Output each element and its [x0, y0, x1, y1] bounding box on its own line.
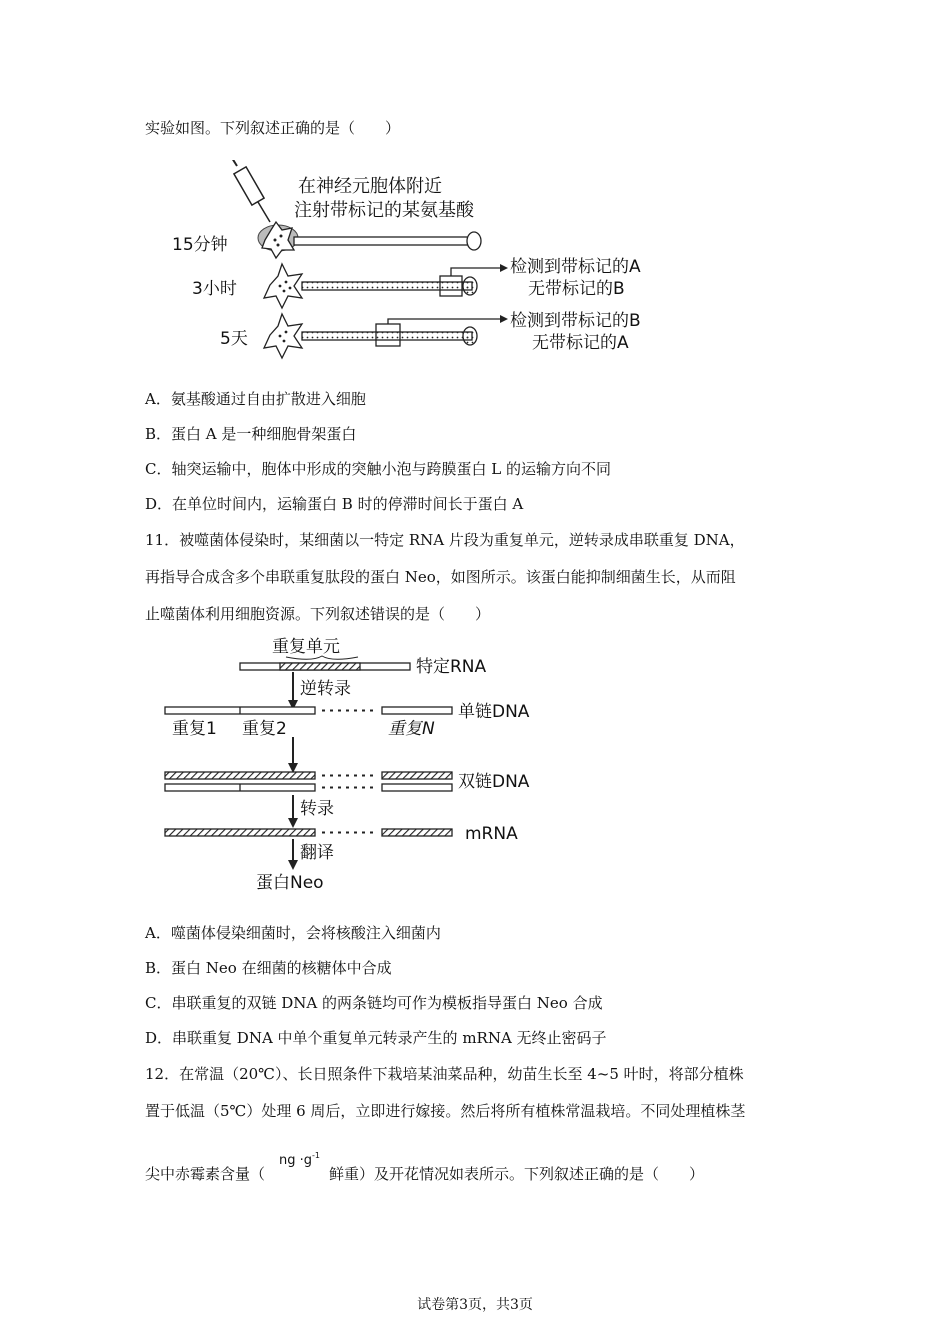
neuron-15min	[258, 222, 481, 258]
time-label-5d: 5天	[220, 329, 248, 349]
translation-label: 翻译	[300, 843, 334, 863]
mrna-label: mRNA	[465, 824, 518, 844]
result-5d-line1: 检测到带标记的B	[510, 311, 641, 331]
q12-stem-line1: 12．在常温（20℃）、长日照条件下栽培某油菜品种，幼苗生长至 4~5 叶时，将部分植株	[145, 1065, 744, 1083]
neuron-5d	[264, 314, 508, 358]
transcription-label: 转录	[300, 799, 334, 819]
q12-unit: ng $\cdot g^{-1}$	[279, 1151, 320, 1168]
neuron-transport-figure	[170, 160, 730, 360]
q11-option-b: B．蛋白 Neo 在细菌的核糖体中合成	[145, 959, 392, 977]
q10-stem-tail: 实验如图。下列叙述正确的是（ ）	[145, 119, 401, 137]
q12-stem-line2: 置于低温（5℃）处理 6 周后，立即进行嫁接。然后将所有植株常温栽培。不同处理植株茎	[145, 1102, 746, 1120]
result-5d-line2: 无带标记的A	[532, 333, 629, 353]
q12-stem-line3-start: 尖中赤霉素含量（	[145, 1165, 266, 1183]
inject-label-2: 注射带标记的某氨基酸	[294, 200, 474, 221]
inject-label-1: 在神经元胞体附近	[298, 176, 442, 197]
q12-stem-line3-end: 鲜重）及开花情况如表所示。下列叙述正确的是（ ）	[329, 1165, 705, 1183]
time-label-15min: 15分钟	[172, 235, 228, 255]
result-3h-line1: 检测到带标记的A	[510, 257, 641, 277]
repeatN-label: 重复N	[388, 719, 435, 739]
q11-option-d: D．串联重复 DNA 中单个重复单元转录产生的 mRNA 无终止密码子	[145, 1029, 607, 1047]
q11-option-c: C．串联重复的双链 DNA 的两条链均可作为模板指导蛋白 Neo 合成	[145, 994, 603, 1012]
ssdna-label: 单链DNA	[458, 702, 530, 722]
neuron-3h	[264, 264, 508, 308]
reverse-transcription-label: 逆转录	[300, 679, 351, 699]
q11-option-a: A．噬菌体侵染细菌时，会将核酸注入细菌内	[145, 924, 441, 942]
q10-option-a: A．氨基酸通过自由扩散进入细胞	[145, 390, 366, 408]
repeat-unit-label: 重复单元	[272, 637, 340, 657]
protein-neo-label: 蛋白Neo	[256, 873, 324, 893]
q10-option-d: D．在单位时间内，运输蛋白 B 时的停滞时间长于蛋白 A	[145, 495, 524, 513]
syringe-icon	[232, 160, 270, 222]
repeat2-label: 重复2	[242, 719, 287, 739]
page-footer: 试卷第3页，共3页	[417, 1297, 533, 1313]
rna-label: 特定RNA	[416, 657, 487, 677]
neo-pathway-figure	[160, 632, 580, 896]
time-label-3h: 3小时	[192, 279, 237, 299]
q11-stem-line2: 再指导合成含多个串联重复肽段的蛋白 Neo，如图所示。该蛋白能抑制细菌生长，从而阻	[145, 568, 736, 586]
result-3h-line2: 无带标记的B	[528, 279, 625, 299]
q10-option-c: C．轴突运输中，胞体中形成的突触小泡与跨膜蛋白 L 的运输方向不同	[145, 460, 611, 478]
q11-stem-line3: 止噬菌体利用细胞资源。下列叙述错误的是（ ）	[145, 605, 491, 623]
q11-stem-line1: 11．被噬菌体侵染时，某细菌以一特定 RNA 片段为重复单元，逆转录成串联重复 DNA，	[145, 531, 745, 549]
repeat1-label: 重复1	[172, 719, 217, 739]
dsdna-label: 双链DNA	[458, 772, 530, 792]
q10-option-b: B．蛋白 A 是一种细胞骨架蛋白	[145, 425, 357, 443]
